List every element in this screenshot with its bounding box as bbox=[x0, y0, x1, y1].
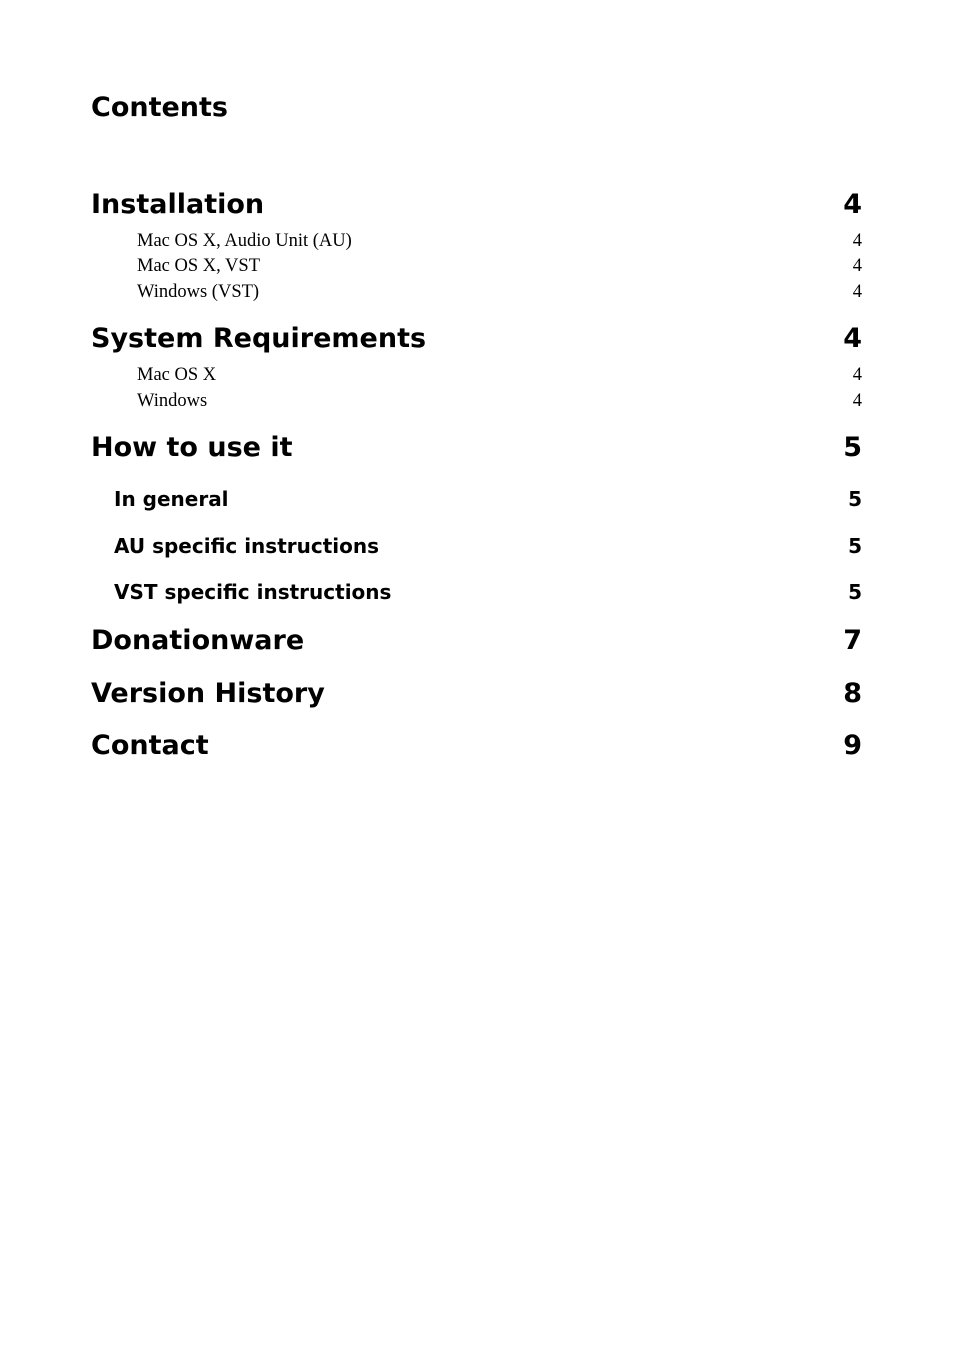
toc-chapter-contact[interactable] bbox=[91, 729, 862, 763]
toc-page-number: 5 bbox=[848, 487, 862, 511]
toc-page-number: 4 bbox=[852, 391, 862, 411]
page-title: Contents bbox=[91, 92, 229, 123]
toc-chapter-label: How to use it bbox=[91, 432, 293, 463]
toc-chapter-installation[interactable] bbox=[91, 188, 862, 222]
toc-chapter-label: System Requirements bbox=[91, 323, 427, 354]
toc-chapter-label: Version History bbox=[91, 678, 325, 709]
toc-chapter-label: Donationware bbox=[91, 625, 305, 656]
toc-section-vst-instructions[interactable] bbox=[114, 579, 862, 605]
toc-section-label: AU specific instructions bbox=[114, 534, 380, 558]
toc-page-number: 4 bbox=[852, 231, 862, 251]
toc-entry-label: Mac OS X, VST bbox=[137, 256, 260, 276]
toc-entry-req-mac[interactable] bbox=[137, 363, 862, 387]
toc-section-au-instructions[interactable] bbox=[114, 533, 862, 559]
toc-chapter-version-history[interactable] bbox=[91, 677, 862, 711]
toc-page-number: 4 bbox=[843, 189, 862, 220]
toc-page-number: 5 bbox=[843, 432, 862, 463]
toc-entry-mac-vst[interactable] bbox=[137, 254, 862, 278]
toc-chapter-system-requirements[interactable] bbox=[91, 322, 862, 356]
toc-section-in-general[interactable] bbox=[114, 486, 862, 512]
toc-chapter-donationware[interactable] bbox=[91, 624, 862, 658]
toc-page-number: 4 bbox=[852, 256, 862, 276]
toc-entry-mac-au[interactable] bbox=[137, 229, 862, 253]
toc-page-number: 4 bbox=[852, 365, 862, 385]
toc-entry-label: Mac OS X, Audio Unit (AU) bbox=[137, 231, 352, 251]
toc-chapter-label: Installation bbox=[91, 189, 265, 220]
toc-chapter-label: Contact bbox=[91, 730, 209, 761]
toc-page-number: 7 bbox=[843, 625, 862, 656]
toc-entry-windows-vst[interactable] bbox=[137, 280, 862, 304]
toc-page-number: 4 bbox=[843, 323, 862, 354]
toc-section-label: VST specific instructions bbox=[114, 580, 392, 604]
toc-page-number: 5 bbox=[848, 580, 862, 604]
toc-page-number: 9 bbox=[843, 730, 862, 761]
toc-entry-label: Mac OS X bbox=[137, 365, 217, 385]
toc-page-number: 8 bbox=[843, 678, 862, 709]
toc-chapter-how-to-use[interactable] bbox=[91, 431, 862, 465]
toc-entry-label: Windows bbox=[137, 391, 208, 411]
toc-page-number: 4 bbox=[852, 282, 862, 302]
toc-entry-label: Windows (VST) bbox=[137, 282, 260, 302]
toc-entry-req-windows[interactable] bbox=[137, 389, 862, 413]
toc-page-number: 5 bbox=[848, 534, 862, 558]
toc-section-label: In general bbox=[114, 487, 229, 511]
